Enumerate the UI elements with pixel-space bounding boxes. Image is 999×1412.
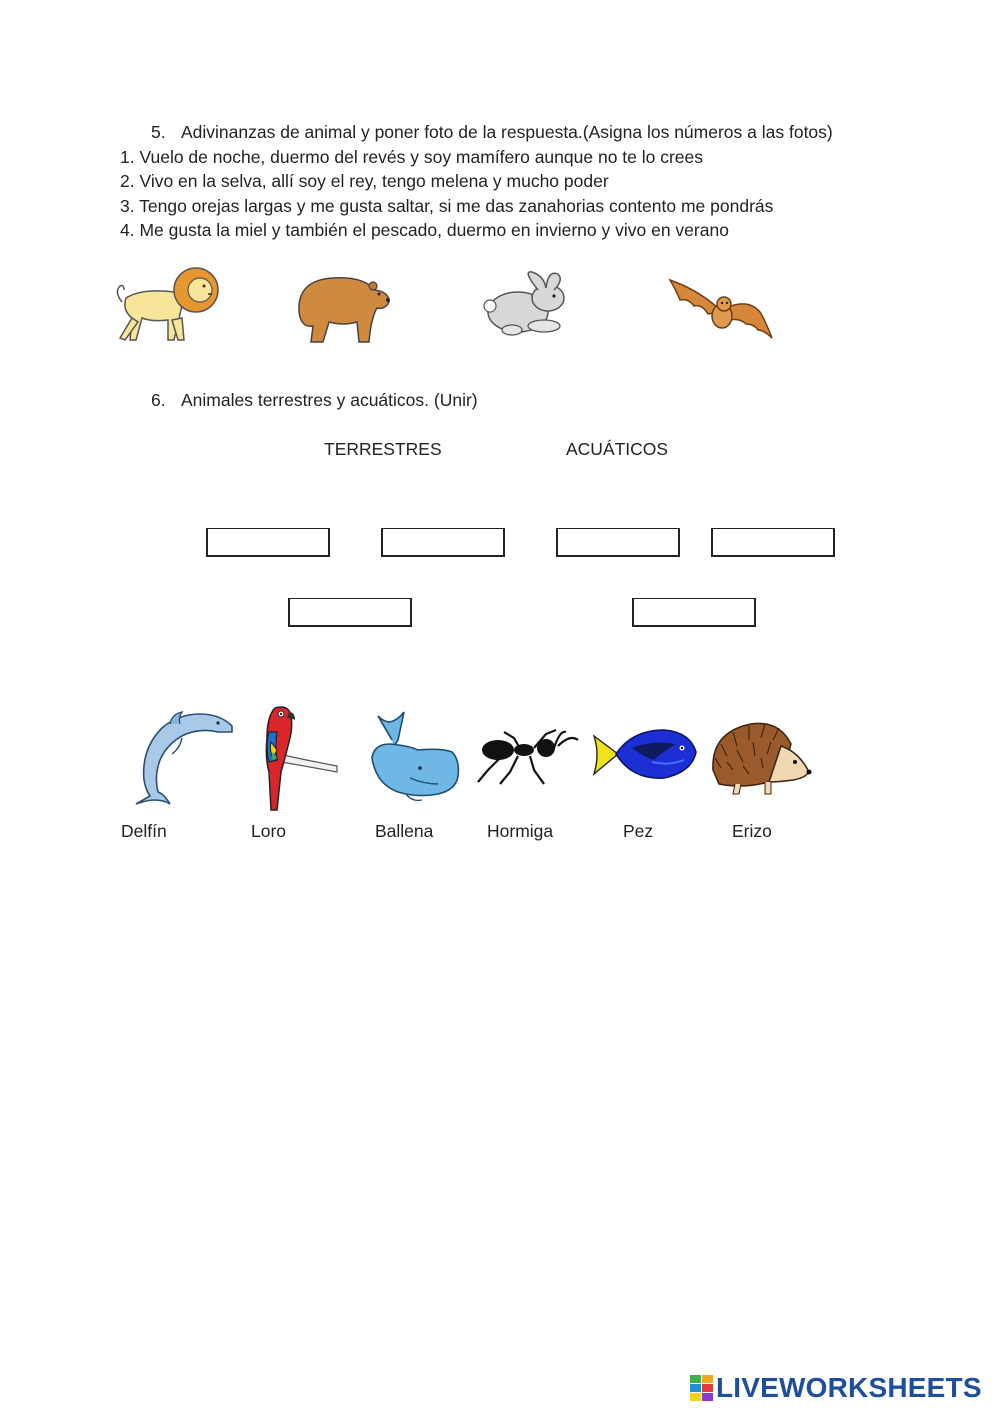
section6-heading-text: Animales terrestres y acuáticos. (Unir) bbox=[181, 390, 478, 410]
animal-label-hormiga[interactable]: Hormiga bbox=[487, 821, 554, 841]
dolphin-icon bbox=[128, 708, 236, 806]
animal-label-erizo[interactable]: Erizo bbox=[732, 821, 772, 841]
animal-label-loro[interactable]: Loro bbox=[251, 821, 287, 841]
bear-icon bbox=[293, 272, 393, 346]
drop-box-acuatico-2[interactable] bbox=[711, 528, 835, 557]
section5-number: 5. bbox=[151, 122, 166, 142]
section5-heading bbox=[151, 121, 833, 143]
logo-text: LIVEWORKSHEETS bbox=[716, 1372, 982, 1403]
ant-icon bbox=[474, 726, 584, 788]
liveworksheets-logo bbox=[690, 1370, 982, 1406]
fish-icon bbox=[592, 726, 698, 784]
drop-box-acuatico-3[interactable] bbox=[632, 598, 756, 627]
rabbit-icon bbox=[482, 268, 572, 338]
section5-heading-text: Adivinanzas de animal y poner foto de la respuesta.(Asigna los números a las fotos) bbox=[181, 122, 833, 142]
drop-box-terrestre-2[interactable] bbox=[381, 528, 505, 557]
drop-box-terrestre-1[interactable] bbox=[206, 528, 330, 557]
riddle-4: 4. Me gusta la miel y también el pescado, duermo en invierno y vivo en verano bbox=[120, 220, 729, 240]
riddle-3: 3. Tengo orejas largas y me gusta saltar, si me das zanahorias contento me pondrás bbox=[120, 196, 774, 216]
animal-label-pez[interactable]: Pez bbox=[623, 821, 654, 841]
hedgehog-icon bbox=[709, 718, 813, 798]
lion-icon bbox=[112, 262, 224, 346]
animal-label-ballena[interactable]: Ballena bbox=[375, 821, 434, 841]
riddle-1: 1. Vuelo de noche, duermo del revés y soy mamífero aunque no te lo crees bbox=[120, 147, 704, 167]
riddle-2: 2. Vivo en la selva, allí soy el rey, tengo melena y mucho poder bbox=[120, 171, 609, 191]
section6-heading bbox=[151, 389, 478, 411]
drop-box-terrestre-3[interactable] bbox=[288, 598, 412, 627]
bat-icon bbox=[668, 278, 776, 342]
column-terrestres: TERRESTRES bbox=[324, 439, 442, 459]
section6-number: 6. bbox=[151, 390, 166, 410]
column-acuaticos: ACUÁTICOS bbox=[566, 439, 669, 459]
animal-label-delfin[interactable]: Delfín bbox=[121, 821, 167, 841]
drop-box-acuatico-1[interactable] bbox=[556, 528, 680, 557]
whale-icon bbox=[366, 710, 462, 802]
logo-mark-icon bbox=[690, 1375, 714, 1401]
parrot-icon bbox=[255, 702, 339, 812]
